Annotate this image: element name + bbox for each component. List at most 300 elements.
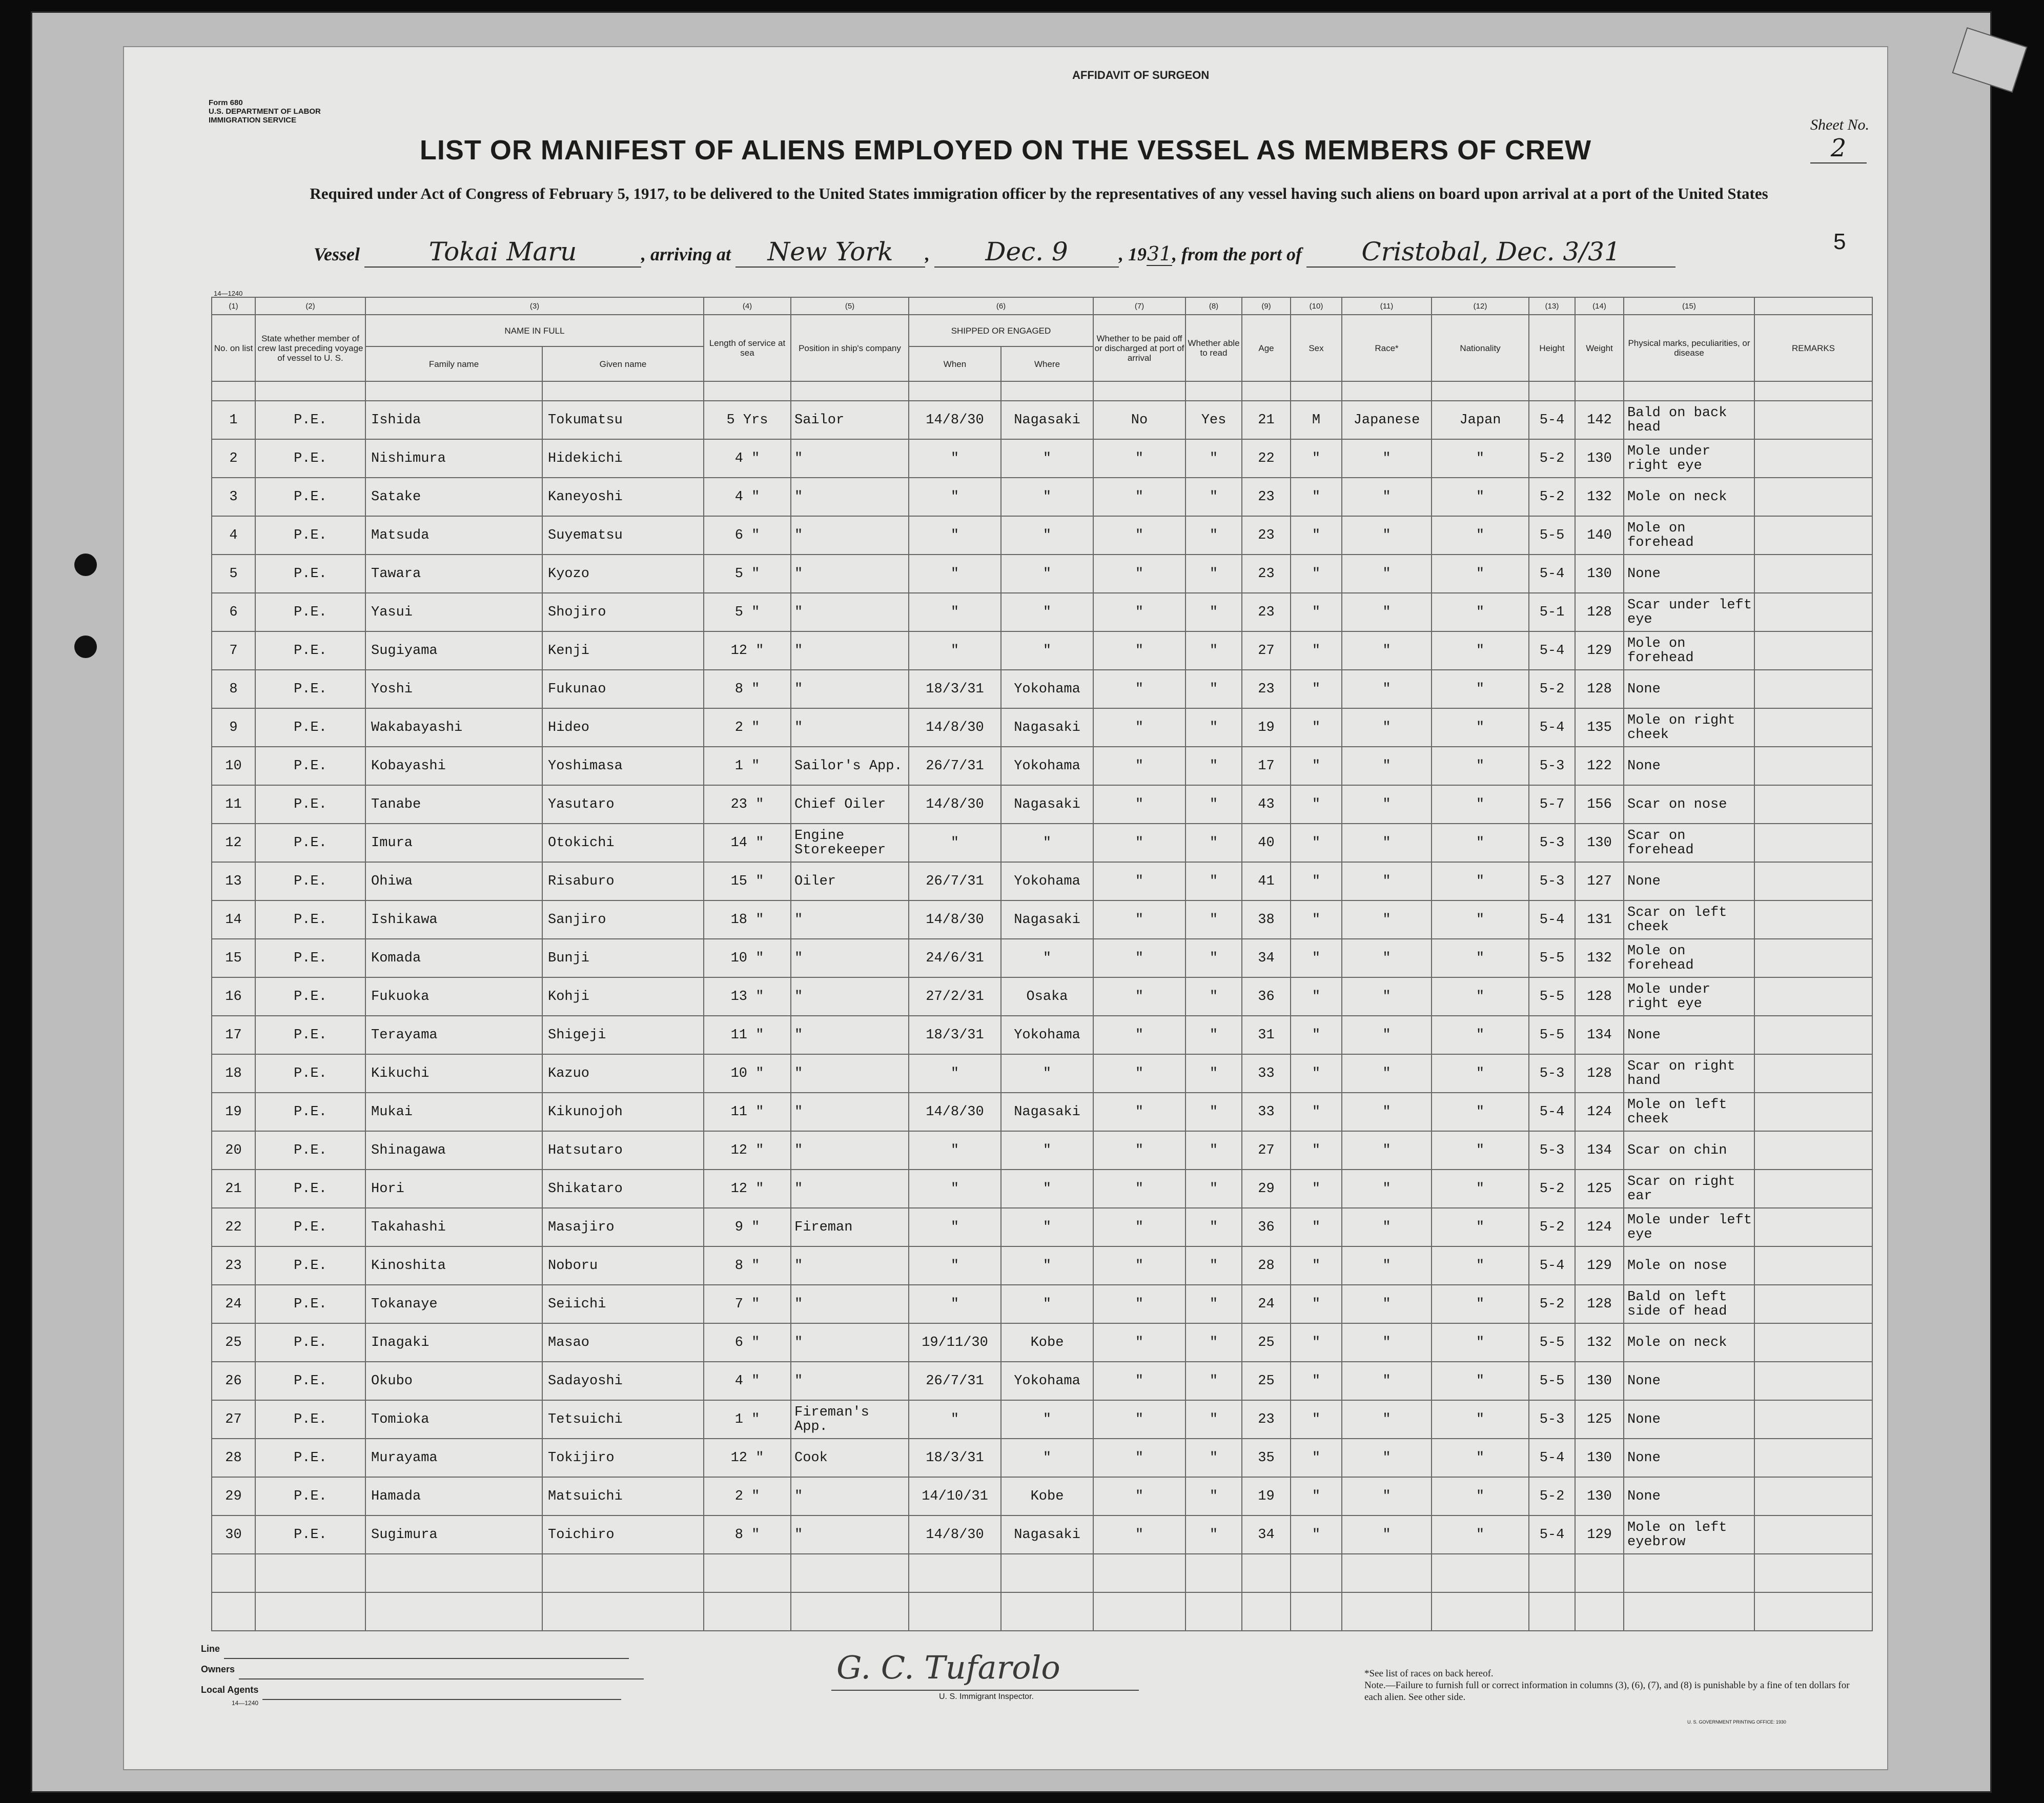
cell-age: 23 (1242, 670, 1291, 708)
cell-where: " (1001, 1246, 1093, 1285)
cell-no: 24 (212, 1285, 255, 1323)
cell-no: 26 (212, 1362, 255, 1400)
empty-cell (1001, 1554, 1093, 1592)
cell-length: 4 " (704, 478, 791, 516)
cell-height: 5-5 (1529, 516, 1575, 555)
cell-position: Oiler (791, 862, 909, 900)
header-length: Length of service at sea (704, 315, 791, 381)
binder-hole (74, 636, 97, 658)
cell-when: 27/2/31 (909, 977, 1001, 1016)
cell-no: 1 (212, 401, 255, 439)
cell-sex: " (1291, 1285, 1342, 1323)
cell-position: " (791, 1323, 909, 1362)
cell-when: " (909, 555, 1001, 593)
empty-cell (542, 1592, 704, 1631)
cell-read: " (1185, 1477, 1242, 1515)
cell-when: 18/3/31 (909, 670, 1001, 708)
footer-owners-row (201, 1659, 644, 1679)
table-row (212, 1323, 1872, 1362)
empty-cell (255, 1592, 365, 1631)
cell-weight: 134 (1575, 1016, 1624, 1054)
header-state: State whether member of crew last preceding voyage of vessel to U. S. (255, 315, 365, 381)
cell-no: 28 (212, 1439, 255, 1477)
cell-position: " (791, 555, 909, 593)
cell-age: 40 (1242, 824, 1291, 862)
cell-read: " (1185, 1362, 1242, 1400)
empty-cell (365, 1592, 542, 1631)
cell-race: " (1342, 939, 1432, 977)
cell-paid-off: " (1093, 1131, 1185, 1170)
cell-where: " (1001, 939, 1093, 977)
cell-length: 5 " (704, 555, 791, 593)
cell-no: 13 (212, 862, 255, 900)
header-family-name: Family name (365, 346, 542, 381)
cell-remarks (1754, 1170, 1872, 1208)
col-number: (11) (1342, 297, 1432, 315)
form-block (209, 98, 321, 125)
cell-read: " (1185, 555, 1242, 593)
cell-race: " (1342, 1093, 1432, 1131)
cell-remarks (1754, 708, 1872, 747)
cell-where: " (1001, 1285, 1093, 1323)
cell-remarks (1754, 1246, 1872, 1285)
footnotes (1364, 1668, 1851, 1703)
cell-marks: Mole on neck (1624, 1323, 1754, 1362)
cell-weight: 128 (1575, 1054, 1624, 1093)
cell-height: 5-4 (1529, 1515, 1575, 1554)
cell-read: " (1185, 900, 1242, 939)
cell-state: P.E. (255, 1362, 365, 1400)
cell-state: P.E. (255, 1093, 365, 1131)
cell-race: " (1342, 1246, 1432, 1285)
header-remarks: REMARKS (1754, 315, 1872, 381)
cell-paid-off: " (1093, 824, 1185, 862)
affidavit-heading: AFFIDAVIT OF SURGEON (1072, 69, 1210, 81)
cell-read: " (1185, 670, 1242, 708)
cell-family-name: Tomioka (365, 1400, 542, 1439)
cell-where: Osaka (1001, 977, 1093, 1016)
table-row (212, 1285, 1872, 1323)
cell-race: " (1342, 1208, 1432, 1246)
column-number-row (212, 297, 1872, 315)
cell-sex: " (1291, 785, 1342, 824)
cell-length: 7 " (704, 1285, 791, 1323)
cell-height: 5-1 (1529, 593, 1575, 631)
cell-age: 43 (1242, 785, 1291, 824)
cell-given-name: Sadayoshi (542, 1362, 704, 1400)
cell-where: " (1001, 593, 1093, 631)
cell-age: 19 (1242, 708, 1291, 747)
cell-family-name: Yasui (365, 593, 542, 631)
cell-nationality: " (1432, 670, 1529, 708)
empty-row (212, 1554, 1872, 1592)
cell-position: Sailor's App. (791, 747, 909, 785)
cell-no: 8 (212, 670, 255, 708)
cell-remarks (1754, 862, 1872, 900)
cell-family-name: Hori (365, 1170, 542, 1208)
cell-read: " (1185, 1439, 1242, 1477)
cell-family-name: Hamada (365, 1477, 542, 1515)
cell-height: 5-4 (1529, 631, 1575, 670)
empty-cell (909, 1592, 1001, 1631)
table-row (212, 1170, 1872, 1208)
cell-height: 5-5 (1529, 1016, 1575, 1054)
col-number: (8) (1185, 297, 1242, 315)
cell-read: " (1185, 439, 1242, 478)
cell-height: 5-2 (1529, 1285, 1575, 1323)
cell-marks: None (1624, 1400, 1754, 1439)
cell-given-name: Seiichi (542, 1285, 704, 1323)
cell-remarks (1754, 1400, 1872, 1439)
empty-cell (791, 1554, 909, 1592)
cell-when: 24/6/31 (909, 939, 1001, 977)
cell-state: P.E. (255, 516, 365, 555)
cell-remarks (1754, 900, 1872, 939)
cell-when: 14/8/30 (909, 708, 1001, 747)
table-row (212, 824, 1872, 862)
cell-weight: 140 (1575, 516, 1624, 555)
table-row (212, 1131, 1872, 1170)
cell-where: " (1001, 1054, 1093, 1093)
cell-no: 12 (212, 824, 255, 862)
cell-read: " (1185, 862, 1242, 900)
cell-sex: " (1291, 977, 1342, 1016)
cell-where: Kobe (1001, 1477, 1093, 1515)
cell-race: " (1342, 1439, 1432, 1477)
col-number: (2) (255, 297, 365, 315)
cell-age: 25 (1242, 1362, 1291, 1400)
cell-length: 5 Yrs (704, 401, 791, 439)
cell-read: " (1185, 708, 1242, 747)
cell-height: 5-2 (1529, 478, 1575, 516)
cell-no: 22 (212, 1208, 255, 1246)
cell-where: " (1001, 824, 1093, 862)
cell-position: " (791, 1093, 909, 1131)
agents-blank (262, 1690, 621, 1700)
empty-cell (1242, 1554, 1291, 1592)
cell-when: " (909, 1131, 1001, 1170)
header-sex: Sex (1291, 315, 1342, 381)
cell-paid-off: " (1093, 1400, 1185, 1439)
empty-cell (255, 1554, 365, 1592)
cell-height: 5-3 (1529, 1131, 1575, 1170)
table-row (212, 1400, 1872, 1439)
cell-paid-off: " (1093, 1208, 1185, 1246)
cell-race: " (1342, 478, 1432, 516)
cell-when: " (909, 1285, 1001, 1323)
cell-family-name: Nishimura (365, 439, 542, 478)
cell-state: P.E. (255, 977, 365, 1016)
cell-position: Fireman (791, 1208, 909, 1246)
table-row (212, 1439, 1872, 1477)
cell-given-name: Matsuichi (542, 1477, 704, 1515)
cell-no: 9 (212, 708, 255, 747)
col-number: (15) (1624, 297, 1754, 315)
cell-nationality: " (1432, 631, 1529, 670)
table-row (212, 862, 1872, 900)
cell-sex: " (1291, 900, 1342, 939)
cell-family-name: Tanabe (365, 785, 542, 824)
cell-position: " (791, 1016, 909, 1054)
cell-race: " (1342, 631, 1432, 670)
cell-where: " (1001, 1400, 1093, 1439)
cell-where: " (1001, 631, 1093, 670)
year-prefix: , 19 (1119, 244, 1147, 264)
cell-race: " (1342, 1285, 1432, 1323)
cell-read: " (1185, 1285, 1242, 1323)
page-subtitle: Required under Act of Congress of February 5, 1917, to be delivered to the United States immigration officer by the representatives of any vessel having such aliens on board upon arrival at a port of the United States (310, 185, 1768, 202)
cell-nationality: " (1432, 977, 1529, 1016)
cell-family-name: Komada (365, 939, 542, 977)
cell-family-name: Kinoshita (365, 1246, 542, 1285)
cell-family-name: Kobayashi (365, 747, 542, 785)
cell-sex: " (1291, 747, 1342, 785)
table-row (212, 1362, 1872, 1400)
cell-sex: " (1291, 1246, 1342, 1285)
cell-age: 35 (1242, 1439, 1291, 1477)
cell-weight: 129 (1575, 631, 1624, 670)
cell-where: Nagasaki (1001, 708, 1093, 747)
cell-paid-off: " (1093, 1170, 1185, 1208)
empty-cell (1529, 1592, 1575, 1631)
cell-read: Yes (1185, 401, 1242, 439)
binder-hole (74, 554, 97, 576)
cell-race: " (1342, 1323, 1432, 1362)
footer-agents-row (201, 1679, 644, 1700)
table-row (212, 1515, 1872, 1554)
cell-given-name: Toichiro (542, 1515, 704, 1554)
cell-sex: " (1291, 670, 1342, 708)
cell-nationality: " (1432, 1170, 1529, 1208)
printer-imprint: U. S. GOVERNMENT PRINTING OFFICE: 1930 (1687, 1719, 1786, 1725)
cell-sex: " (1291, 1362, 1342, 1400)
cell-when: 26/7/31 (909, 1362, 1001, 1400)
cell-state: P.E. (255, 631, 365, 670)
arrival-date: Dec. 9 (934, 237, 1119, 268)
cell-weight: 131 (1575, 900, 1624, 939)
cell-no: 25 (212, 1323, 255, 1362)
cell-nationality: Japan (1432, 401, 1529, 439)
cell-position: " (791, 708, 909, 747)
cell-position: Engine Storekeeper (791, 824, 909, 862)
cell-where: Kobe (1001, 1323, 1093, 1362)
cell-marks: Mole on nose (1624, 1246, 1754, 1285)
cell-paid-off: " (1093, 593, 1185, 631)
cell-age: 21 (1242, 401, 1291, 439)
cell-race: " (1342, 593, 1432, 631)
cell-given-name: Kohji (542, 977, 704, 1016)
cell-remarks (1754, 1016, 1872, 1054)
table-row (212, 1016, 1872, 1054)
header-position: Position in ship's company (791, 315, 909, 381)
owners-label: Owners (201, 1664, 235, 1674)
inspector-label: U. S. Immigrant Inspector. (939, 1692, 1034, 1701)
cell-paid-off: " (1093, 1362, 1185, 1400)
cell-read: " (1185, 1246, 1242, 1285)
cell-when: " (909, 478, 1001, 516)
cell-where: Yokohama (1001, 747, 1093, 785)
cell-when: 14/8/30 (909, 900, 1001, 939)
cell-sex: " (1291, 516, 1342, 555)
cell-weight: 127 (1575, 862, 1624, 900)
cell-no: 20 (212, 1131, 255, 1170)
cell-length: 4 " (704, 439, 791, 478)
cell-height: 5-4 (1529, 401, 1575, 439)
cell-read: " (1185, 977, 1242, 1016)
cell-marks: None (1624, 747, 1754, 785)
cell-sex: " (1291, 1131, 1342, 1170)
col-number: (14) (1575, 297, 1624, 315)
cell-paid-off: " (1093, 1477, 1185, 1515)
cell-state: P.E. (255, 670, 365, 708)
cell-when: " (909, 1246, 1001, 1285)
cell-nationality: " (1432, 516, 1529, 555)
cell-state: P.E. (255, 708, 365, 747)
cell-height: 5-5 (1529, 939, 1575, 977)
cell-position: " (791, 516, 909, 555)
cell-state: P.E. (255, 1400, 365, 1439)
cell-where: Yokohama (1001, 1362, 1093, 1400)
cell-sex: " (1291, 1323, 1342, 1362)
cell-no: 4 (212, 516, 255, 555)
cell-where: Yokohama (1001, 1016, 1093, 1054)
cell-marks: None (1624, 1439, 1754, 1477)
cell-length: 6 " (704, 516, 791, 555)
table-row (212, 1477, 1872, 1515)
cell-length: 13 " (704, 977, 791, 1016)
empty-cell (1529, 1554, 1575, 1592)
empty-cell (542, 1554, 704, 1592)
cell-remarks (1754, 516, 1872, 555)
cell-where: Nagasaki (1001, 1515, 1093, 1554)
cell-age: 22 (1242, 439, 1291, 478)
cell-weight: 124 (1575, 1208, 1624, 1246)
cell-age: 27 (1242, 631, 1291, 670)
empty-cell (1432, 1554, 1529, 1592)
cell-remarks (1754, 631, 1872, 670)
empty-cell (1291, 1554, 1342, 1592)
cell-marks: Mole under left eye (1624, 1208, 1754, 1246)
cell-marks: None (1624, 1362, 1754, 1400)
header-weight: Weight (1575, 315, 1624, 381)
cell-marks: Mole on right cheek (1624, 708, 1754, 747)
cell-marks: Bald on left side of head (1624, 1285, 1754, 1323)
cell-weight: 132 (1575, 478, 1624, 516)
cell-remarks (1754, 593, 1872, 631)
cell-family-name: Matsuda (365, 516, 542, 555)
cell-position: Sailor (791, 401, 909, 439)
cell-remarks (1754, 977, 1872, 1016)
cell-paid-off: " (1093, 785, 1185, 824)
cell-no: 16 (212, 977, 255, 1016)
cell-position: " (791, 1246, 909, 1285)
cell-age: 23 (1242, 593, 1291, 631)
empty-cell (212, 1554, 255, 1592)
cell-when: 14/8/30 (909, 401, 1001, 439)
cell-paid-off: " (1093, 516, 1185, 555)
sheet-number-label: Sheet No. (1810, 116, 1869, 133)
cell-paid-off: " (1093, 670, 1185, 708)
cell-height: 5-4 (1529, 900, 1575, 939)
cell-no: 6 (212, 593, 255, 631)
cell-remarks (1754, 670, 1872, 708)
table-row (212, 516, 1872, 555)
col-number: (5) (791, 297, 909, 315)
table-row (212, 785, 1872, 824)
service-name: IMMIGRATION SERVICE (209, 116, 297, 125)
cell-family-name: Fukuoka (365, 977, 542, 1016)
cell-read: " (1185, 516, 1242, 555)
cell-sex: " (1291, 555, 1342, 593)
cell-nationality: " (1432, 1208, 1529, 1246)
cell-no: 30 (212, 1515, 255, 1554)
cell-nationality: " (1432, 1439, 1529, 1477)
cell-length: 10 " (704, 939, 791, 977)
cell-no: 11 (212, 785, 255, 824)
cell-length: 2 " (704, 708, 791, 747)
cell-state: P.E. (255, 1323, 365, 1362)
cell-nationality: " (1432, 1246, 1529, 1285)
cell-nationality: " (1432, 862, 1529, 900)
cell-when: 26/7/31 (909, 747, 1001, 785)
header-race: Race* (1342, 315, 1432, 381)
table-row (212, 977, 1872, 1016)
cell-remarks (1754, 824, 1872, 862)
vessel-line: Vessel Tokai Maru , arriving at New York , Dec. 9 , 1931, from the port of Cristobal, Dec. 3/31 (314, 237, 1675, 268)
cell-sex: " (1291, 1054, 1342, 1093)
empty-cell (1754, 1554, 1872, 1592)
cell-where: Nagasaki (1001, 785, 1093, 824)
cell-paid-off: " (1093, 862, 1185, 900)
cell-marks: None (1624, 862, 1754, 900)
empty-cell (1575, 1554, 1624, 1592)
header-read: Whether able to read (1185, 315, 1242, 381)
cell-nationality: " (1432, 1131, 1529, 1170)
header-paid-off: Whether to be paid off or discharged at port of arrival (1093, 315, 1185, 381)
cell-nationality: " (1432, 1054, 1529, 1093)
cell-given-name: Tokijiro (542, 1439, 704, 1477)
table-row (212, 1246, 1872, 1285)
cell-height: 5-2 (1529, 1477, 1575, 1515)
cell-marks: None (1624, 670, 1754, 708)
cell-marks: Scar on forehead (1624, 824, 1754, 862)
cell-state: P.E. (255, 1246, 365, 1285)
manifest-sheet (123, 46, 1888, 1770)
cell-weight: 128 (1575, 977, 1624, 1016)
cell-length: 18 " (704, 900, 791, 939)
empty-cell (212, 1592, 255, 1631)
header-given-name: Given name (542, 346, 704, 381)
cell-given-name: Masao (542, 1323, 704, 1362)
table-row (212, 939, 1872, 977)
cell-remarks (1754, 1285, 1872, 1323)
cell-height: 5-2 (1529, 1208, 1575, 1246)
cell-age: 38 (1242, 900, 1291, 939)
cell-height: 5-5 (1529, 1323, 1575, 1362)
from-label: , from the port of (1172, 244, 1302, 264)
header-name-group: NAME IN FULL (365, 315, 704, 346)
cell-given-name: Kazuo (542, 1054, 704, 1093)
cell-length: 9 " (704, 1208, 791, 1246)
cell-given-name: Tokumatsu (542, 401, 704, 439)
cell-sex: " (1291, 1439, 1342, 1477)
cell-when: " (909, 1208, 1001, 1246)
cell-position: " (791, 593, 909, 631)
cell-read: " (1185, 785, 1242, 824)
line-label: Line (201, 1644, 220, 1654)
empty-cell (1342, 1554, 1432, 1592)
cell-paid-off: " (1093, 747, 1185, 785)
